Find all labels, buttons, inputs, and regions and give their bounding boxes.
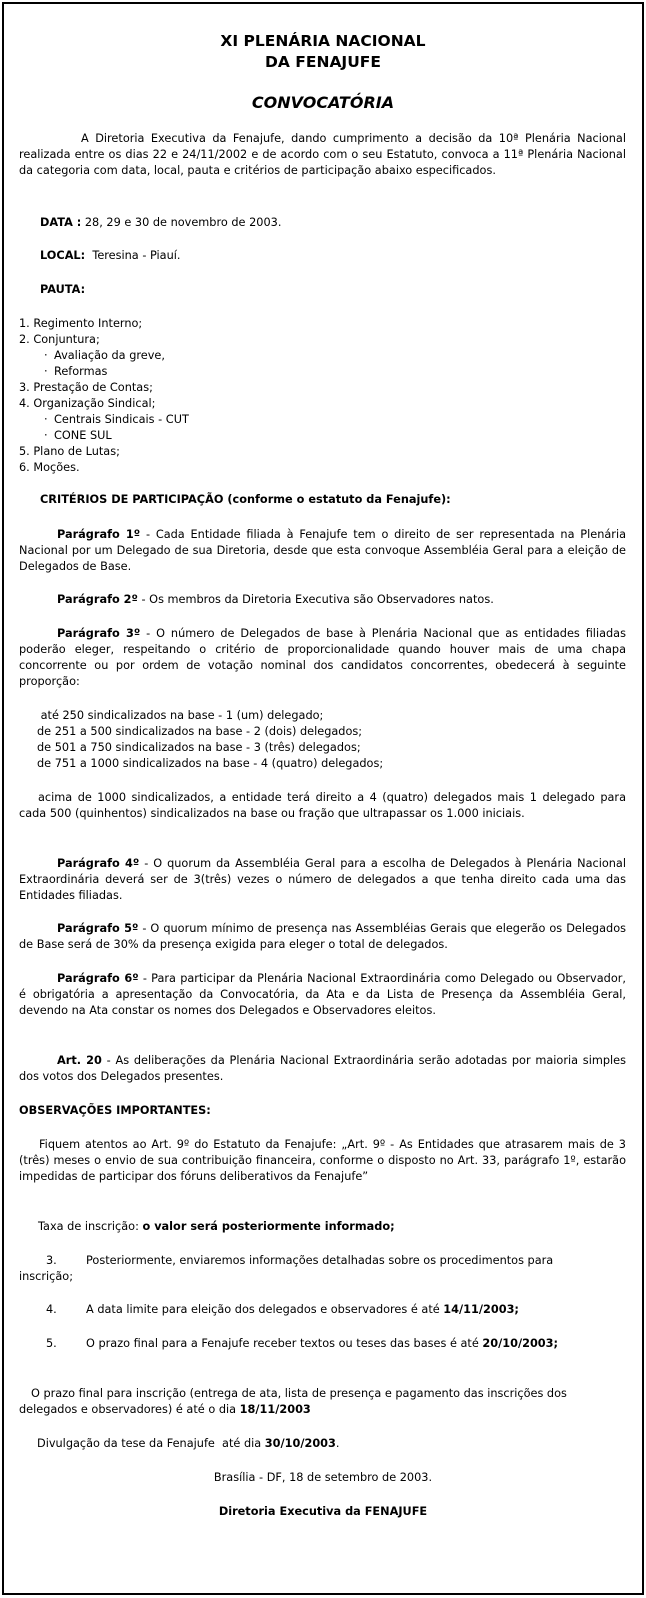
prazo-paragraph bbox=[19, 1386, 579, 1418]
pauta-item-2: 2. Conjuntura; bbox=[19, 333, 100, 346]
pauta-subitem bbox=[44, 348, 165, 364]
obs-item-4 bbox=[19, 1302, 626, 1318]
obs-item-3 bbox=[19, 1253, 579, 1285]
bullet-icon: · bbox=[44, 349, 48, 362]
pauta-item-4: 4. Organização Sindical; bbox=[19, 397, 156, 410]
paragrafo-1 bbox=[19, 527, 626, 575]
paragrafo-6-label: Parágrafo 6º bbox=[57, 972, 139, 985]
paragrafo-1-label: Parágrafo 1º bbox=[57, 528, 141, 541]
obs-item-4-text: A data limite para eleição dos delegados e observadores é até bbox=[86, 1303, 444, 1316]
local-value: Teresina - Piauí. bbox=[85, 249, 181, 262]
bullet-icon: · bbox=[44, 413, 48, 426]
pauta-subitem bbox=[44, 364, 107, 380]
proporcao-2: de 251 a 500 sindicalizados na base - 2 (dois) delegados; bbox=[37, 725, 363, 738]
paragrafo-2-label: Parágrafo 2º bbox=[57, 593, 138, 606]
criterios-heading bbox=[40, 492, 626, 508]
paragrafo-5-text: - O quorum mínimo de presença nas Assembléias Gerais que elegerão os Delegados de Base será de 30% da presença exigida para eleger o total de delegados. bbox=[19, 922, 626, 951]
pauta-item-3: 3. Prestação de Contas; bbox=[19, 381, 153, 394]
place-date: Brasília - DF, 18 de setembro de 2003. bbox=[213, 1471, 433, 1484]
divulgacao-text: Divulgação da tese da Fenajufe até dia bbox=[37, 1437, 265, 1450]
pauta-subitem bbox=[44, 428, 112, 444]
taxa-label: Taxa de inscrição: bbox=[38, 1220, 143, 1233]
intro-paragraph: A Diretoria Executiva da Fenajufe, dando cumprimento a decisão da 10ª Plenária Nacional realizada entre os dias 22 e 24/11/2002 e de acordo com o seu Estatuto, convoca a 11ª Plenária Nacional da categoria com data, local, pauta e critérios de participação abaixo especificados. bbox=[19, 132, 626, 177]
title-line-2: DA FENAJUFE bbox=[265, 53, 381, 71]
pauta-subitem-text: Centrais Sindicais - CUT bbox=[54, 413, 189, 426]
pauta-item-1: 1. Regimento Interno; bbox=[19, 317, 143, 330]
proporcao-4: de 751 a 1000 sindicalizados na base - 4 (quatro) delegados; bbox=[37, 757, 384, 770]
obs-item-4-num: 4. bbox=[46, 1303, 57, 1316]
paragrafo-6 bbox=[19, 971, 626, 1019]
signature: Diretoria Executiva da FENAJUFE bbox=[218, 1505, 428, 1518]
paragrafo-2 bbox=[19, 592, 626, 608]
paragrafo-3 bbox=[19, 626, 626, 690]
paragrafo-4-text: - O quorum da Assembléia Geral para a escolha de Delegados à Plenária Nacional Extraordinária deverá ser de 3(três) vezes o número de delegados a que tenha direito cada uma das Entidades filiadas. bbox=[19, 857, 626, 902]
obs-item-5-num: 5. bbox=[46, 1337, 57, 1350]
paragrafo-2-text: - Os membros da Diretoria Executiva são Observadores natos. bbox=[137, 593, 494, 606]
obs-item-3-num: 3. bbox=[46, 1254, 57, 1267]
art-20 bbox=[19, 1053, 626, 1085]
bullet-icon: · bbox=[44, 429, 48, 442]
local-line bbox=[40, 248, 626, 264]
data-line bbox=[40, 215, 626, 231]
obs-item-5-date: 20/10/2003; bbox=[482, 1337, 559, 1350]
paragrafo-5-label: Parágrafo 5º bbox=[57, 922, 139, 935]
paragrafo-1-text: - Cada Entidade filiada à Fenajufe tem o direito de ser representada na Plenária Nacional por um Delegado de sua Diretoria, desde que esta convoque Assembléia Geral para a eleição de Delegados de Base. bbox=[19, 528, 627, 573]
pauta-subitem-text: Avaliação da greve, bbox=[54, 349, 165, 362]
prazo-date: 18/11/2003 bbox=[239, 1403, 311, 1416]
pauta-item-6: 6. Moções. bbox=[19, 461, 80, 474]
observacoes-heading-text: OBSERVAÇÕES IMPORTANTES: bbox=[19, 1104, 211, 1117]
taxa-value: o valor será posteriormente informado; bbox=[142, 1220, 395, 1233]
observacoes-heading bbox=[19, 1103, 626, 1119]
prazo-text: O prazo final para inscrição (entrega de ata, lista de presença e pagamento das inscrições dos delegados e observadores) é até o dia bbox=[19, 1387, 567, 1416]
pauta-subitem-text: Reformas bbox=[54, 365, 108, 378]
paragrafo-4-label: Parágrafo 4º bbox=[57, 857, 140, 870]
obs-item-4-date: 14/11/2003; bbox=[443, 1303, 519, 1316]
taxa-line bbox=[38, 1219, 645, 1235]
pauta-item-5: 5. Plano de Lutas; bbox=[19, 445, 120, 458]
divulgacao-line bbox=[37, 1436, 644, 1452]
title-line-1: XI PLENÁRIA NACIONAL bbox=[220, 32, 426, 50]
pauta-subitem-text: CONE SUL bbox=[54, 429, 112, 442]
local-label: LOCAL: bbox=[40, 249, 86, 262]
art-20-text: - As deliberações da Plenária Nacional Extraordinária serão adotadas por maioria simples dos votos dos Delegados presentes. bbox=[19, 1054, 626, 1083]
pauta-subitem bbox=[44, 412, 189, 428]
obs-item-5-text: O prazo final para a Fenajufe receber textos ou teses das bases é até bbox=[86, 1337, 483, 1350]
art-20-label: Art. 20 bbox=[57, 1054, 102, 1067]
proporcao-3: de 501 a 750 sindicalizados na base - 3 (três) delegados; bbox=[37, 741, 361, 754]
paragrafo-5 bbox=[19, 921, 626, 953]
paragrafo-3-text: - O número de Delegados de base à Plenária Nacional que as entidades filiadas poderão eleger, respeitando o critério de proporcionalidade quando houver mais de uma chapa concorrente ou por ordem de votação nominal dos candidatos concorrentes, obedecerá à seguinte proporção: bbox=[19, 627, 626, 688]
proporcao-1: até 250 sindicalizados na base - 1 (um) delegado; bbox=[37, 709, 324, 722]
obs-item-3-text: Posteriormente, enviaremos informações detalhadas sobre os procedimentos para inscrição; bbox=[19, 1254, 554, 1283]
pauta-heading bbox=[40, 282, 626, 298]
data-value: 28, 29 e 30 de novembro de 2003. bbox=[81, 216, 282, 229]
divulgacao-date: 30/10/2003 bbox=[264, 1437, 336, 1450]
subtitle: CONVOCATÓRIA bbox=[251, 93, 395, 112]
paragrafo-3-label: Parágrafo 3º bbox=[57, 627, 141, 640]
bullet-icon: · bbox=[44, 365, 48, 378]
divulgacao-end: . bbox=[335, 1437, 340, 1450]
criterios-heading-text: CRITÉRIOS DE PARTICIPAÇÃO (conforme o estatuto da Fenajufe): bbox=[40, 493, 451, 506]
paragrafo-4 bbox=[19, 856, 626, 904]
data-label: DATA : bbox=[40, 216, 82, 229]
acima-paragraph: acima de 1000 sindicalizados, a entidade terá direito a 4 (quatro) delegados mais 1 delegado para cada 500 (quinhentos) sindicalizados na base ou fração que ultrapassar os 1.000 iniciais. bbox=[19, 791, 626, 820]
fiquem-paragraph: Fiquem atentos ao Art. 9º do Estatuto da Fenajufe: „Art. 9º - As Entidades que atrasarem mais de 3 (três) meses o envio de sua contribuição financeira, conforme o disposto no Art. 33, parágrafo 1º, estarão impedidas de participar dos fóruns deliberativos da Fenajufe” bbox=[19, 1138, 626, 1183]
paragrafo-6-text: - Para participar da Plenária Nacional Extraordinária como Delegado ou Observador, é obrigatória a apresentação da Convocatória, da Ata e da Lista de Presença da Assembléia Geral, devendo na Ata constar os nomes dos Delegados e Observadores eleitos. bbox=[19, 972, 626, 1017]
pauta-label: PAUTA: bbox=[40, 283, 86, 296]
obs-item-5 bbox=[19, 1336, 559, 1352]
